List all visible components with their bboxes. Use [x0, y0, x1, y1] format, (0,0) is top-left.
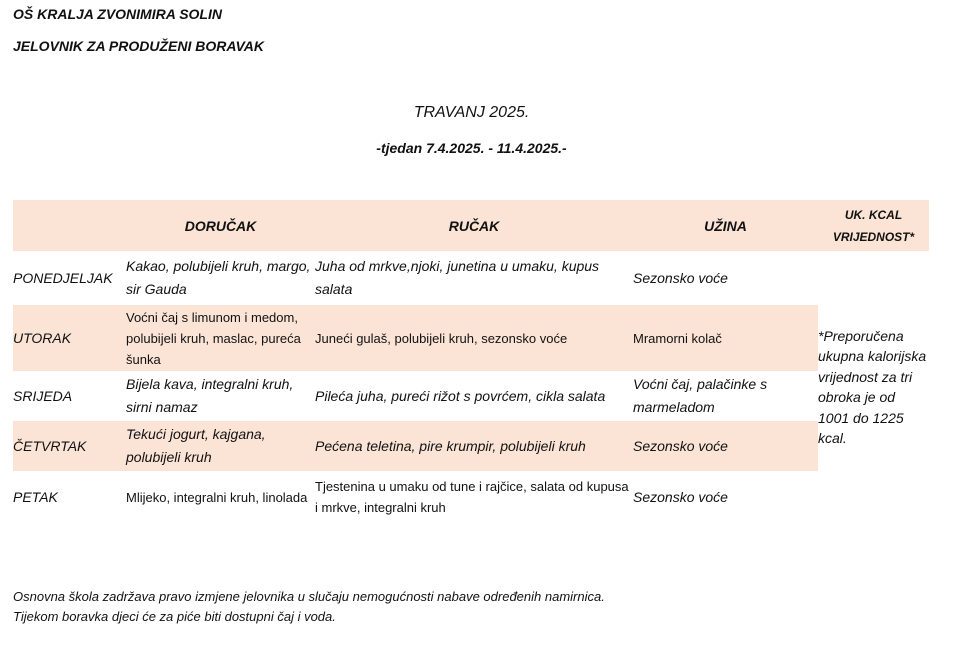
day-cell: SRIJEDA	[13, 388, 73, 404]
menu-table	[13, 200, 929, 523]
kcal-note: *Preporučena ukupna kalorijska vrijednost za tri obroka je od 1001 do 1225 kcal.	[818, 251, 929, 523]
breakfast-cell: Kakao, polubijeli kruh, margo, sir Gauda	[126, 258, 311, 297]
header-lunch: RUČAK	[448, 217, 500, 234]
table-row	[13, 421, 929, 471]
snack-cell: Mramorni kolač	[633, 305, 818, 371]
day-cell: PONEDJELJAK	[13, 270, 113, 286]
table-row	[13, 371, 929, 421]
day-cell: ČETVRTAK	[13, 421, 126, 471]
table-row	[13, 251, 929, 305]
snack-cell: Voćni čaj, palačinke s marmeladom	[633, 376, 768, 415]
day-cell: UTORAK	[13, 305, 126, 371]
footer-note-menu-changes: Osnovna škola zadržava pravo izmjene jelovnika u slučaju nemogućnosti nabave određenih namirnica.	[13, 589, 605, 604]
menu-subtitle: JELOVNIK ZA PRODUŽENI BORAVAK	[13, 38, 264, 54]
breakfast-cell: Tekući jogurt, kajgana, polubijeli kruh	[126, 421, 315, 471]
breakfast-cell: Voćni čaj s limunom i medom, polubijeli kruh, maslac, pureća šunka	[126, 305, 315, 371]
header-breakfast: DORUČAK	[184, 217, 257, 234]
table-row	[13, 471, 929, 523]
header-kcal	[818, 200, 929, 251]
page-title: TRAVANJ 2025.	[413, 104, 530, 121]
lunch-cell: Pileća juha, pureći rižot s povrćem, cikla salata	[315, 387, 606, 404]
snack-cell: Sezonsko voće	[633, 421, 818, 471]
snack-cell: Sezonsko voće	[633, 269, 728, 286]
lunch-cell: Tjestenina u umaku od tune i rajčice, salata od kupusa i mrkve, integralni kruh	[315, 479, 629, 515]
lunch-cell: Pećena teletina, pire krumpir, polubijeli kruh	[315, 421, 633, 471]
week-range: -tjedan 7.4.2025. - 11.4.2025.-	[376, 140, 567, 156]
header-day	[13, 200, 126, 251]
school-name: OŠ KRALJA ZVONIMIRA SOLIN	[13, 6, 222, 22]
header-snack: UŽINA	[704, 217, 747, 234]
header-kcal-line1: UK. KCAL	[844, 207, 903, 222]
table-header-row	[13, 200, 929, 251]
breakfast-cell: Mlijeko, integralni kruh, linolada	[126, 489, 308, 505]
table-row	[13, 305, 929, 371]
snack-cell: Sezonsko voće	[633, 488, 728, 505]
breakfast-cell: Bijela kava, integralni kruh, sirni namaz	[126, 376, 294, 415]
day-cell: PETAK	[13, 489, 58, 505]
lunch-cell: Juneći gulaš, polubijeli kruh, sezonsko voće	[315, 305, 633, 371]
footer-note-drinks: Tijekom boravka djeci će za piće biti dostupni čaj i voda.	[13, 609, 336, 624]
lunch-cell: Juha od mrkve,njoki, junetina u umaku, kupus salata	[315, 258, 600, 297]
header-kcal-line2: VRIJEDNOST*	[832, 229, 915, 244]
